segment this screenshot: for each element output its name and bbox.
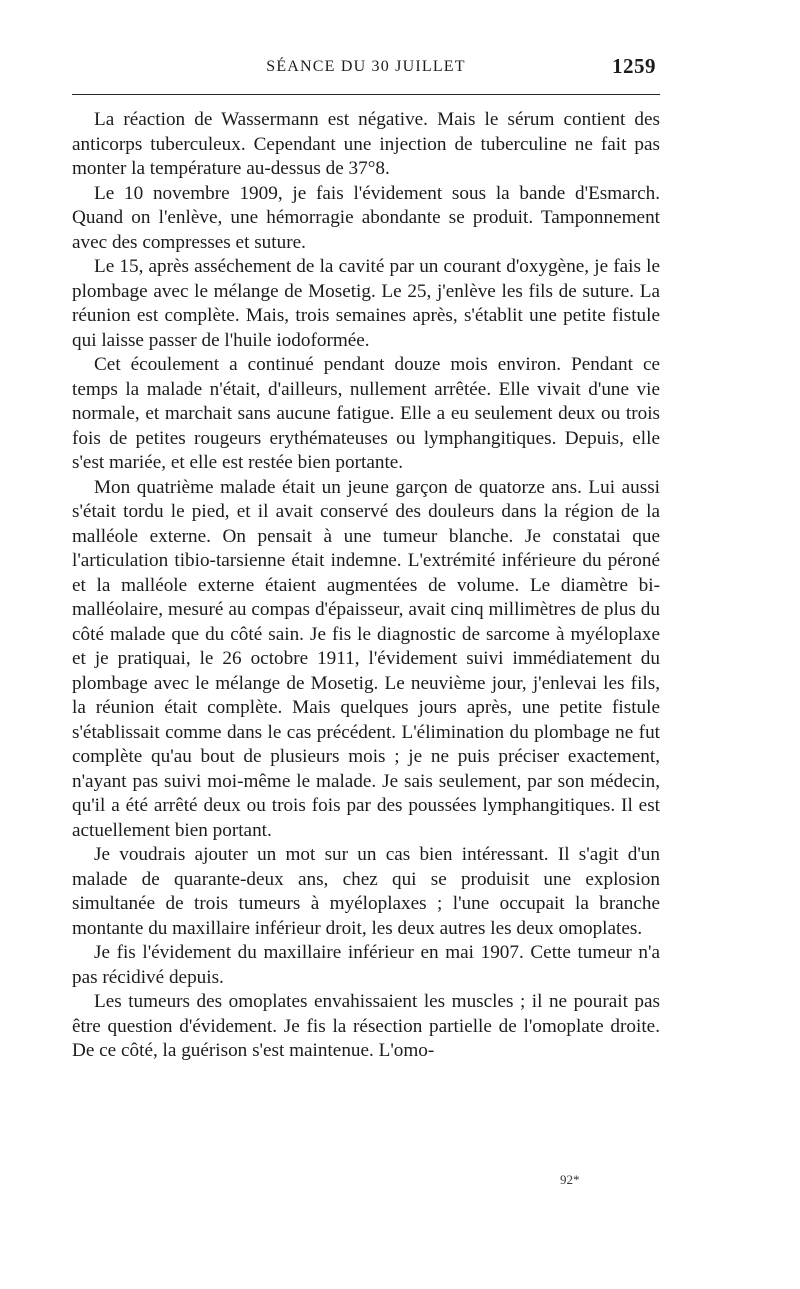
header-rule bbox=[72, 94, 660, 95]
paragraph: Mon quatrième malade était un jeune garçon de quatorze ans. Lui aussi s'était tordu le pied, et il avait conservé des douleurs dans la région de la malléole externe. On pensait à une tumeur blanche. Je constatai que l'articulation tibio-tarsienne était indemne. L'extrémité inférieure du péroné et la malléole externe étaient augmentées de volume. Le diamètre bi-malléolaire, mesuré au compas d'épaisseur, avait cinq millimètres de plus du côté malade que du côté sain. Je fis le diagnostic de sarcome à myéloplaxe et je pratiquai, le 26 octobre 1911, l'évidement suivi immédiatement du plombage avec le mélange de Mosetig. Le neuvième jour, j'enlevai les fils, la réunion était complète. Mais quelques jours après, une petite fistule s'établissait comme dans le cas précédent. L'élimination du plombage ne fut complète qu'au bout de plusieurs mois ; je ne puis préciser exactement, n'ayant pas suivi moi-même le malade. Je sais seulement, par son médecin, qu'il a été arrêté deux ou trois fois par des poussées lymphangitiques. Il est actuellement bien portant. bbox=[72, 476, 660, 841]
printer-signature: 92* bbox=[560, 1172, 580, 1187]
paragraph: La réaction de Wassermann est négative. Mais le sérum contient des anticorps tuberculeux. Cependant une injection de tuberculine ne fait pas monter la température au-dessus de 37°8. bbox=[72, 109, 660, 179]
paragraph: Je voudrais ajouter un mot sur un cas bien intéressant. Il s'agit d'un malade de quarante-deux ans, chez qui se produisit une explosion simultanée de trois tumeurs à myéloplaxes ; l'une occupait la branche montante du maxillaire inférieur droit, les deux autres les deux omoplates. bbox=[72, 844, 660, 939]
paragraph: Le 10 novembre 1909, je fais l'évidement sous la bande d'Esmarch. Quand on l'enlève, une hémorragie abondante se produit. Tamponnement avec des compresses et suture. bbox=[72, 182, 660, 253]
running-title: SÉANCE DU 30 JUILLET bbox=[266, 58, 466, 75]
paragraph: Les tumeurs des omoplates envahissaient les muscles ; il ne pourait pas être question d'évidement. Je fis la résection partielle de l'omoplate droite. De ce côté, la guérison s'est maintenue. L'omo- bbox=[72, 991, 660, 1061]
paragraph: Je fis l'évidement du maxillaire inférieur en mai 1907. Cette tumeur n'a pas récidivé depuis. bbox=[72, 942, 660, 988]
page-number: 1259 bbox=[612, 54, 656, 78]
paragraph: Cet écoulement a continué pendant douze mois environ. Pendant ce temps la malade n'était, d'ailleurs, nullement arrêtée. Elle vivait d'une vie normale, et marchait sans aucune fatigue. Elle a eu seulement deux ou trois fois de petites rougeurs erythémateuses ou lymphangitiques. Depuis, elle s'est mariée, et elle est restée bien portante. bbox=[72, 354, 660, 473]
paragraph: Le 15, après asséchement de la cavité par un courant d'oxygène, je fais le plombage avec le mélange de Mosetig. Le 25, j'enlève les fils de suture. La réunion est complète. Mais, trois semaines après, s'établit une petite fistule qui laisse passer de l'huile iodoformée. bbox=[72, 256, 660, 351]
running-head bbox=[72, 54, 660, 84]
body-text bbox=[72, 108, 660, 1064]
